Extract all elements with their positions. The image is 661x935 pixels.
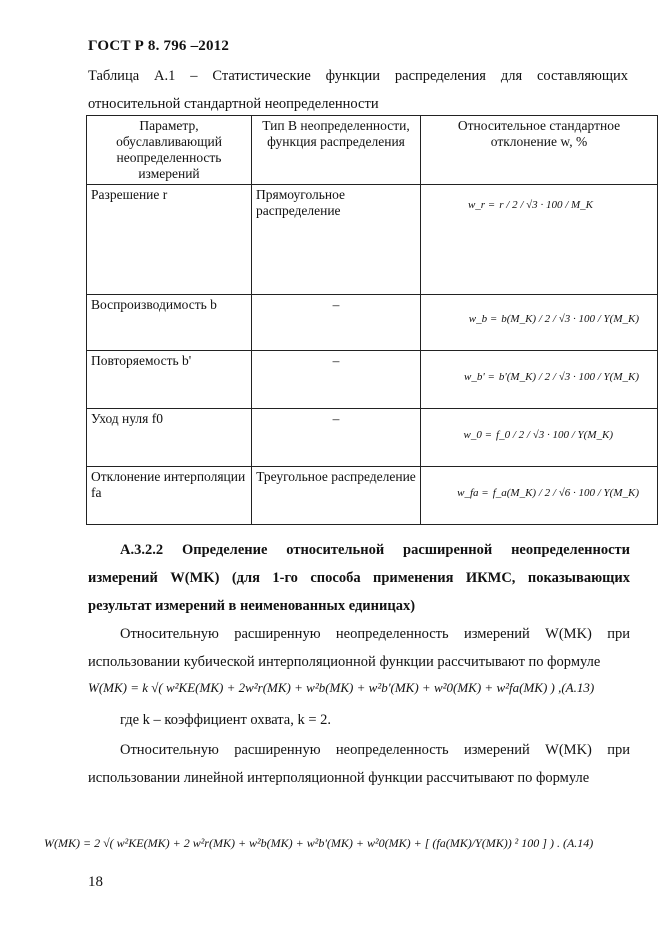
formula-cell: w_fa = f_a(M_K) / 2 / √6 · 100 / Y(M_K): [421, 467, 658, 525]
formula-numerator: f_a(M_K) / 2: [492, 487, 551, 499]
type-cell: –: [252, 409, 421, 467]
type-cell: –: [252, 351, 421, 409]
formula-numerator: f_0 / 2: [496, 429, 525, 441]
page-number: 18: [88, 874, 103, 890]
table-caption: Таблица А.1 – Статистические функции распределения для составляющих относительной стандартной неопределенности: [88, 68, 628, 112]
param-cell: Разрешение r: [87, 185, 252, 295]
equation-a14: W(MK) = 2 √( w²KE(MK) + 2 w²r(MK) + w²b(MK) + w²b'(MK) + w²0(MK) + [ (fa(MK)/Y(MK)) ² 100 ] ) . (А.14): [44, 836, 594, 850]
formula-lhs: w_b =: [468, 313, 498, 325]
formula-lhs: w_0 =: [463, 429, 493, 441]
param-cell: Уход нуля f0: [87, 409, 252, 467]
section-heading: А.3.2.2 Определение относительной расширенной неопределенности измерений W(MK) (для 1-го способа применения ИКМС, показывающих результат измерений в неименованных единицах): [88, 542, 630, 614]
equation-a13: W(MK) = k √( w²KE(MK) + 2w²r(MK) + w²b(MK) + w²b'(MK) + w²0(MK) + w²fa(MK) ) ,(А.13): [88, 680, 595, 695]
formula-tail: 100 / Y(M_K): [578, 487, 639, 499]
paragraph: Относительную расширенную неопределенность измерений W(MK) при использовании кубической интерполяционной функции рассчитывают по формуле: [88, 626, 630, 670]
formula-tail: 100 / Y(M_K): [552, 429, 613, 441]
formula-numerator: b(M_K) / 2: [501, 313, 551, 325]
type-cell: Прямоугольное распределение: [252, 185, 421, 295]
formula-numerator: r / 2: [499, 199, 518, 211]
formula-cell: w_b = b(M_K) / 2 / √3 · 100 / Y(M_K): [421, 295, 658, 351]
formula-denominator: √3: [526, 199, 538, 211]
formula-numerator: b'(M_K) / 2: [498, 371, 551, 383]
table-header-cell: Относительное стандартное отклонение w, %: [421, 116, 658, 185]
formula-lhs: w_b' =: [464, 371, 495, 383]
table-header-cell: Тип В неопределенности, функция распределения: [252, 116, 421, 185]
table-row: [87, 351, 658, 409]
formula-denominator: √6: [558, 487, 571, 499]
formula-lhs: w_fa =: [457, 487, 489, 499]
distribution-table: [86, 115, 658, 525]
type-cell: Треугольное распределение: [252, 467, 421, 525]
formula-tail: 100 / Y(M_K): [578, 371, 639, 383]
table-header-cell: Параметр, обуславливающий неопределенность измерений: [87, 116, 252, 185]
formula-cell: w_r = r / 2 / √3 · 100 / M_K: [421, 185, 658, 295]
param-cell: Отклонение интерполяции fa: [87, 467, 252, 525]
type-cell: –: [252, 295, 421, 351]
where-clause: где k – коэффициент охвата, k = 2.: [120, 712, 332, 728]
formula-denominator: √3: [532, 429, 545, 441]
table-row: [87, 467, 658, 525]
param-cell: Воспроизводимость b: [87, 295, 252, 351]
table-row: [87, 409, 658, 467]
table-row: [87, 185, 658, 295]
param-cell: Повторяемость b': [87, 351, 252, 409]
formula-cell: w_0 = f_0 / 2 / √3 · 100 / Y(M_K): [421, 409, 658, 467]
formula-tail: 100 / M_K: [545, 199, 593, 211]
formula-denominator: √3: [558, 313, 571, 325]
paragraph: Относительную расширенную неопределенность измерений W(MK) при использовании линейной интерполяционной функции рассчитывают по формуле: [88, 742, 630, 786]
formula-lhs: w_r =: [467, 199, 496, 211]
formula-denominator: √3: [558, 371, 571, 383]
formula-cell: w_b' = b'(M_K) / 2 / √3 · 100 / Y(M_K): [421, 351, 658, 409]
formula-tail: 100 / Y(M_K): [578, 313, 639, 325]
table-row: [87, 295, 658, 351]
standard-header: ГОСТ Р 8. 796 –2012: [88, 38, 230, 54]
table-header-row: [87, 116, 658, 185]
